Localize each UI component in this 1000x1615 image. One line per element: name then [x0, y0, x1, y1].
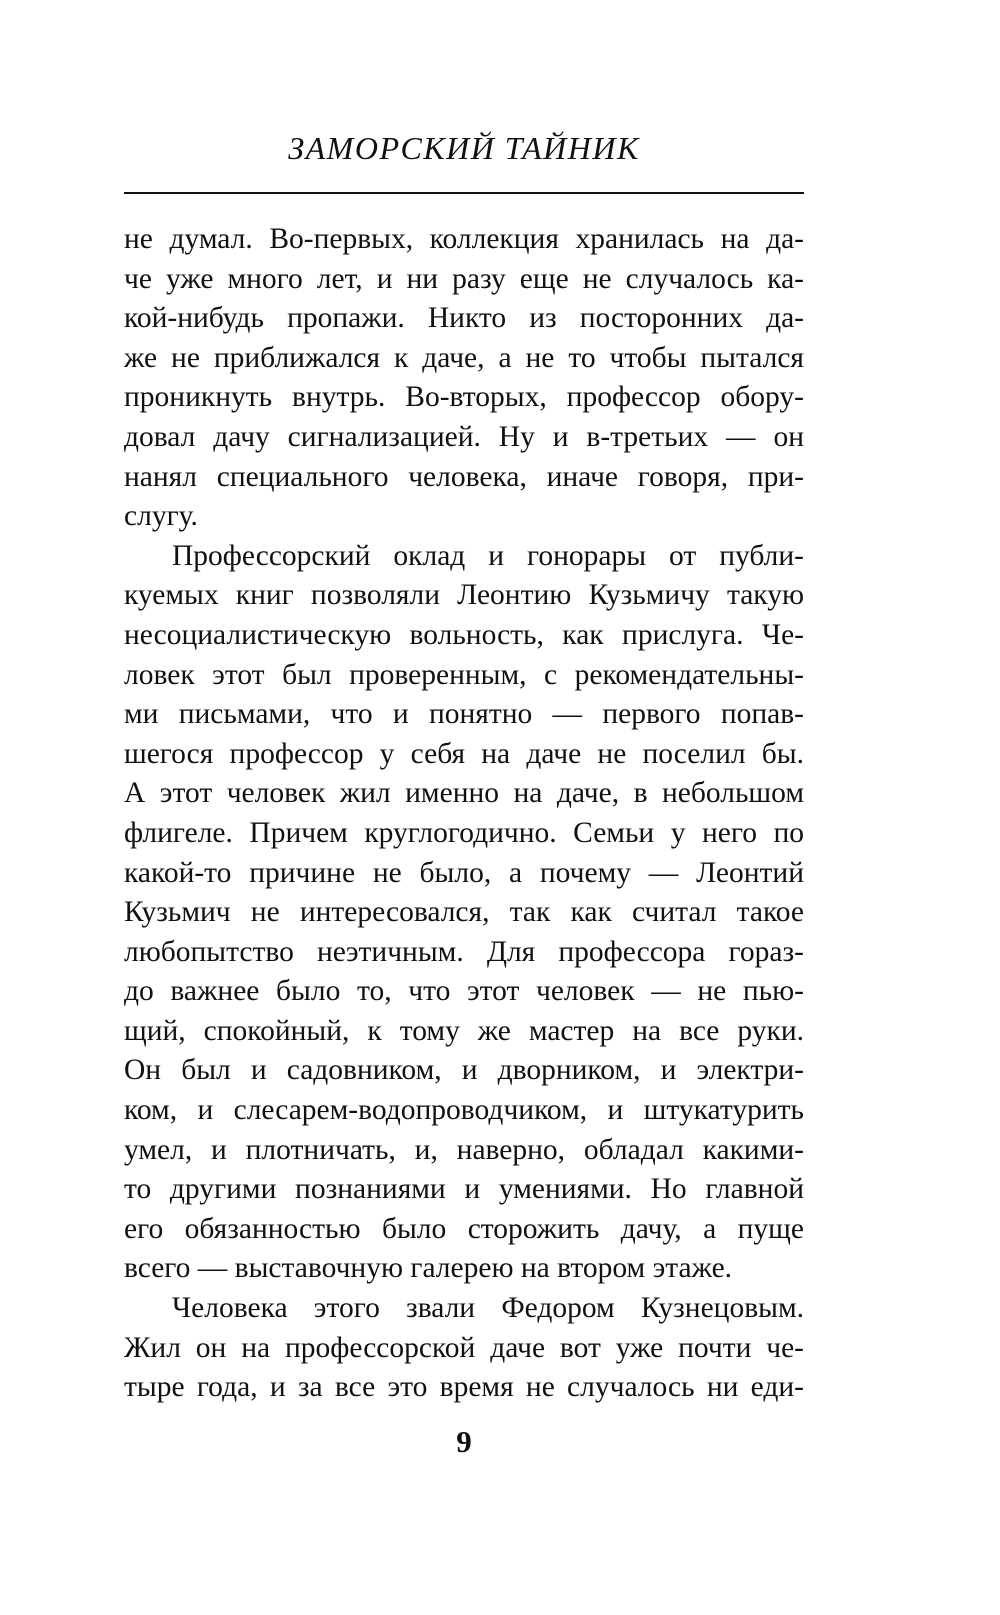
text-line: Жил он на профессорской даче вот уже почти че-	[124, 1331, 804, 1364]
text-line: до важнее было то, что этот человек — не пью-	[124, 975, 804, 1008]
text-line: нанял специального человека, иначе говоря, при-	[124, 460, 804, 493]
text-line: довал дачу сигнализацией. Ну и в-третьих — он	[124, 420, 804, 453]
text-line: кой-нибудь пропажи. Никто из посторонних да-	[124, 302, 804, 335]
text-line: умел, и плотничать, и, наверно, обладал какими-	[124, 1133, 804, 1166]
page-number: 9	[456, 1424, 472, 1459]
text-line: Человека этого звали Федором Кузнецовым.	[172, 1292, 804, 1325]
text-line: проникнуть внутрь. Во-вторых, профессор обору-	[124, 381, 804, 414]
text-line: А этот человек жил именно на даче, в небольшом	[124, 777, 804, 810]
text-line: какой-то причине не было, а почему — Леонтий	[124, 856, 804, 889]
running-header-title: ЗАМОРСКИЙ ТАЙНИК	[288, 130, 640, 166]
paragraph-2	[124, 537, 804, 1289]
text-line: че уже много лет, и ни разу еще не случалось ка-	[124, 262, 804, 295]
text-line: несоциалистическую вольность, как прислуга. Че-	[124, 618, 804, 651]
text-line: не думал. Во-первых, коллекция хранилась на да-	[124, 223, 804, 255]
text-line: Кузьмич не интересовался, так как считал такое	[124, 896, 804, 929]
text-line: Профессорский оклад и гонорары от публи-	[172, 539, 804, 572]
text-line: ловек этот был проверенным, с рекомендательны-	[124, 658, 804, 691]
text-line: куемых книг позволяли Леонтию Кузьмичу такую	[124, 579, 804, 612]
text-line: щий, спокойный, к тому же мастер на все руки.	[124, 1014, 804, 1047]
text-line: тыре года, и за все это время не случалось ни еди-	[124, 1371, 804, 1404]
text-line: всего — выставочную галерею на втором этаже.	[124, 1252, 733, 1285]
paragraph-1	[124, 220, 804, 537]
body-text	[124, 220, 804, 1408]
text-line: любопытство неэтичным. Для профессора гораз-	[124, 935, 804, 968]
text-line: ми письмами, что и понятно — первого попав-	[124, 698, 804, 731]
text-line: же не приближался к даче, а не то чтобы пытался	[124, 341, 804, 374]
header-divider	[124, 192, 804, 194]
text-line: Он был и садовником, и дворником, и электри-	[124, 1054, 804, 1087]
text-line: слугу.	[124, 500, 198, 533]
text-line: то другими познаниями и умениями. Но главной	[124, 1173, 804, 1206]
paragraph-3	[124, 1289, 804, 1408]
text-line: флигеле. Причем круглогодично. Семьи у него по	[124, 816, 804, 849]
text-line: его обязанностью было сторожить дачу, а пуще	[124, 1212, 804, 1245]
text-line: шегося профессор у себя на даче не поселил бы.	[124, 737, 804, 770]
text-line: ком, и слесарем-водопроводчиком, и штукатурить	[124, 1094, 804, 1127]
